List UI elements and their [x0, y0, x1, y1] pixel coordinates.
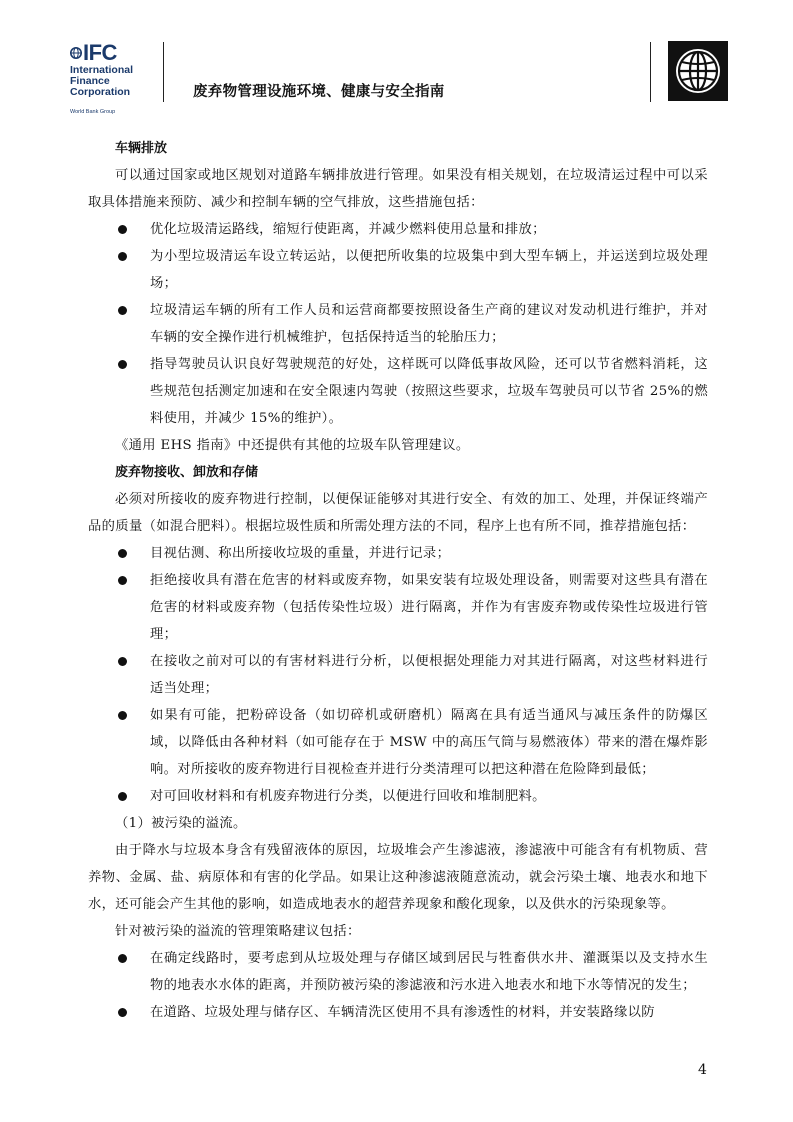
sub-item-heading: （1）被污染的溢流。: [115, 816, 247, 831]
ifc-line-3: Corporation: [70, 86, 131, 98]
page-title: 废弃物管理设施环境、健康与安全指南: [193, 84, 445, 100]
list-item: 拒绝接收具有潜在危害的材料或废弃物，如果安装有垃圾处理设备，则需要对这些具有潜在危害的材料或废弃物（包括传染性垃圾）进行隔离，并作为有害废弃物或传染性垃圾进行管理；: [88, 567, 708, 648]
bullet-icon: [118, 360, 127, 369]
ifc-line-1: International: [70, 64, 134, 76]
section-intro: 必须对所接收的废弃物进行控制，以便保证能够对其进行安全、有效的加工、处理，并保证终端产品的质量（如混合肥料）。根据垃圾性质和所需处理方法的不同，程序上也有所不同，推荐措施包括：: [88, 492, 708, 534]
bullet-icon: [118, 576, 127, 585]
header-divider-right: [650, 42, 651, 102]
bullet-icon: [118, 954, 127, 963]
body-paragraph: 针对被污染的溢流的管理策略建议包括：: [115, 924, 361, 939]
list-item: 指导驾驶员认识良好驾驶规范的好处，这样既可以降低事故风险，还可以节省燃料消耗，这些规范包括测定加速和在安全限速内驾驶（按照这些要求，垃圾车驾驶员可以节省 25%的燃料使用，并减少 15%的维护）。: [88, 351, 708, 432]
world-bank-globe-icon: [668, 41, 728, 101]
bullet-icon: [118, 252, 127, 261]
bullet-icon: [118, 549, 127, 558]
ifc-mark-text: IFC: [83, 40, 117, 65]
section-outro: 《通用 EHS 指南》中还提供有其他的垃圾车队管理建议。: [115, 438, 470, 453]
ifc-line-2: Finance: [70, 75, 110, 87]
bullet-icon: [118, 225, 127, 234]
page-number: 4: [698, 1062, 707, 1078]
bullet-icon: [118, 711, 127, 720]
ifc-sub: World Bank Group: [70, 109, 116, 115]
list-item: 为小型垃圾清运车设立转运站，以便把所收集的垃圾集中到大型车辆上，并运送到垃圾处理场；: [88, 243, 708, 297]
document-body: [88, 135, 708, 1026]
ifc-logo: [70, 40, 160, 115]
bullet-icon: [118, 306, 127, 315]
bullet-list: [88, 216, 708, 432]
list-item: 目视估测、称出所接收垃圾的重量，并进行记录；: [88, 540, 708, 567]
header-divider-left: [163, 42, 164, 102]
list-item: 优化垃圾清运路线，缩短行使距离，并减少燃料使用总量和排放；: [88, 216, 708, 243]
bullet-icon: [118, 1008, 127, 1017]
page-header: [0, 0, 793, 115]
list-item: 垃圾清运车辆的所有工作人员和运营商都要按照设备生产商的建议对发动机进行维护，并对车辆的安全操作进行机械维护，包括保持适当的轮胎压力；: [88, 297, 708, 351]
section-heading-waste-receiving: 废弃物接收、卸放和存储: [115, 465, 259, 480]
section-heading-vehicle-emissions: 车辆排放: [115, 141, 168, 156]
bullet-list: [88, 540, 708, 810]
section-intro: 可以通过国家或地区规划对道路车辆排放进行管理。如果没有相关规划，在垃圾清运过程中可以采取具体措施来预防、减少和控制车辆的空气排放，这些措施包括：: [88, 168, 708, 210]
list-item: 在确定线路时，要考虑到从垃圾处理与存储区域到居民与牲畜供水井、灌溉渠以及支持水生物的地表水水体的距离，并预防被污染的渗滤液和污水进入地表水和地下水等情况的发生；: [88, 945, 708, 999]
list-item: 如果有可能，把粉碎设备（如切碎机或研磨机）隔离在具有适当通风与减压条件的防爆区域，以降低由各种材料（如可能存在于 MSW 中的高压气筒与易燃液体）带来的潜在爆炸影响。对所接收的废弃物进行目视检查并进行分类清理可以把这种潜在危险降到最低；: [88, 702, 708, 783]
bullet-icon: [118, 657, 127, 666]
body-paragraph: 由于降水与垃圾本身含有残留液体的原因，垃圾堆会产生渗滤液，渗滤液中可能含有有机物质、营养物、金属、盐、病原体和有害的化学品。如果让这种渗滤液随意流动，就会污染土壤、地表水和地下水，还可能会产生其他的影响，如造成地表水的超营养现象和酸化现象，以及供水的污染现象等。: [88, 843, 708, 912]
bullet-list: [88, 945, 708, 1026]
bullet-icon: [118, 792, 127, 801]
list-item: 在接收之前对可以的有害材料进行分析，以便根据处理能力对其进行隔离，对这些材料进行适当处理；: [88, 648, 708, 702]
list-item: 在道路、垃圾处理与储存区、车辆清洗区使用不具有渗透性的材料，并安装路缘以防: [88, 999, 708, 1026]
ifc-globe-icon: [70, 44, 82, 62]
list-item: 对可回收材料和有机废弃物进行分类，以便进行回收和堆制肥料。: [88, 783, 708, 810]
